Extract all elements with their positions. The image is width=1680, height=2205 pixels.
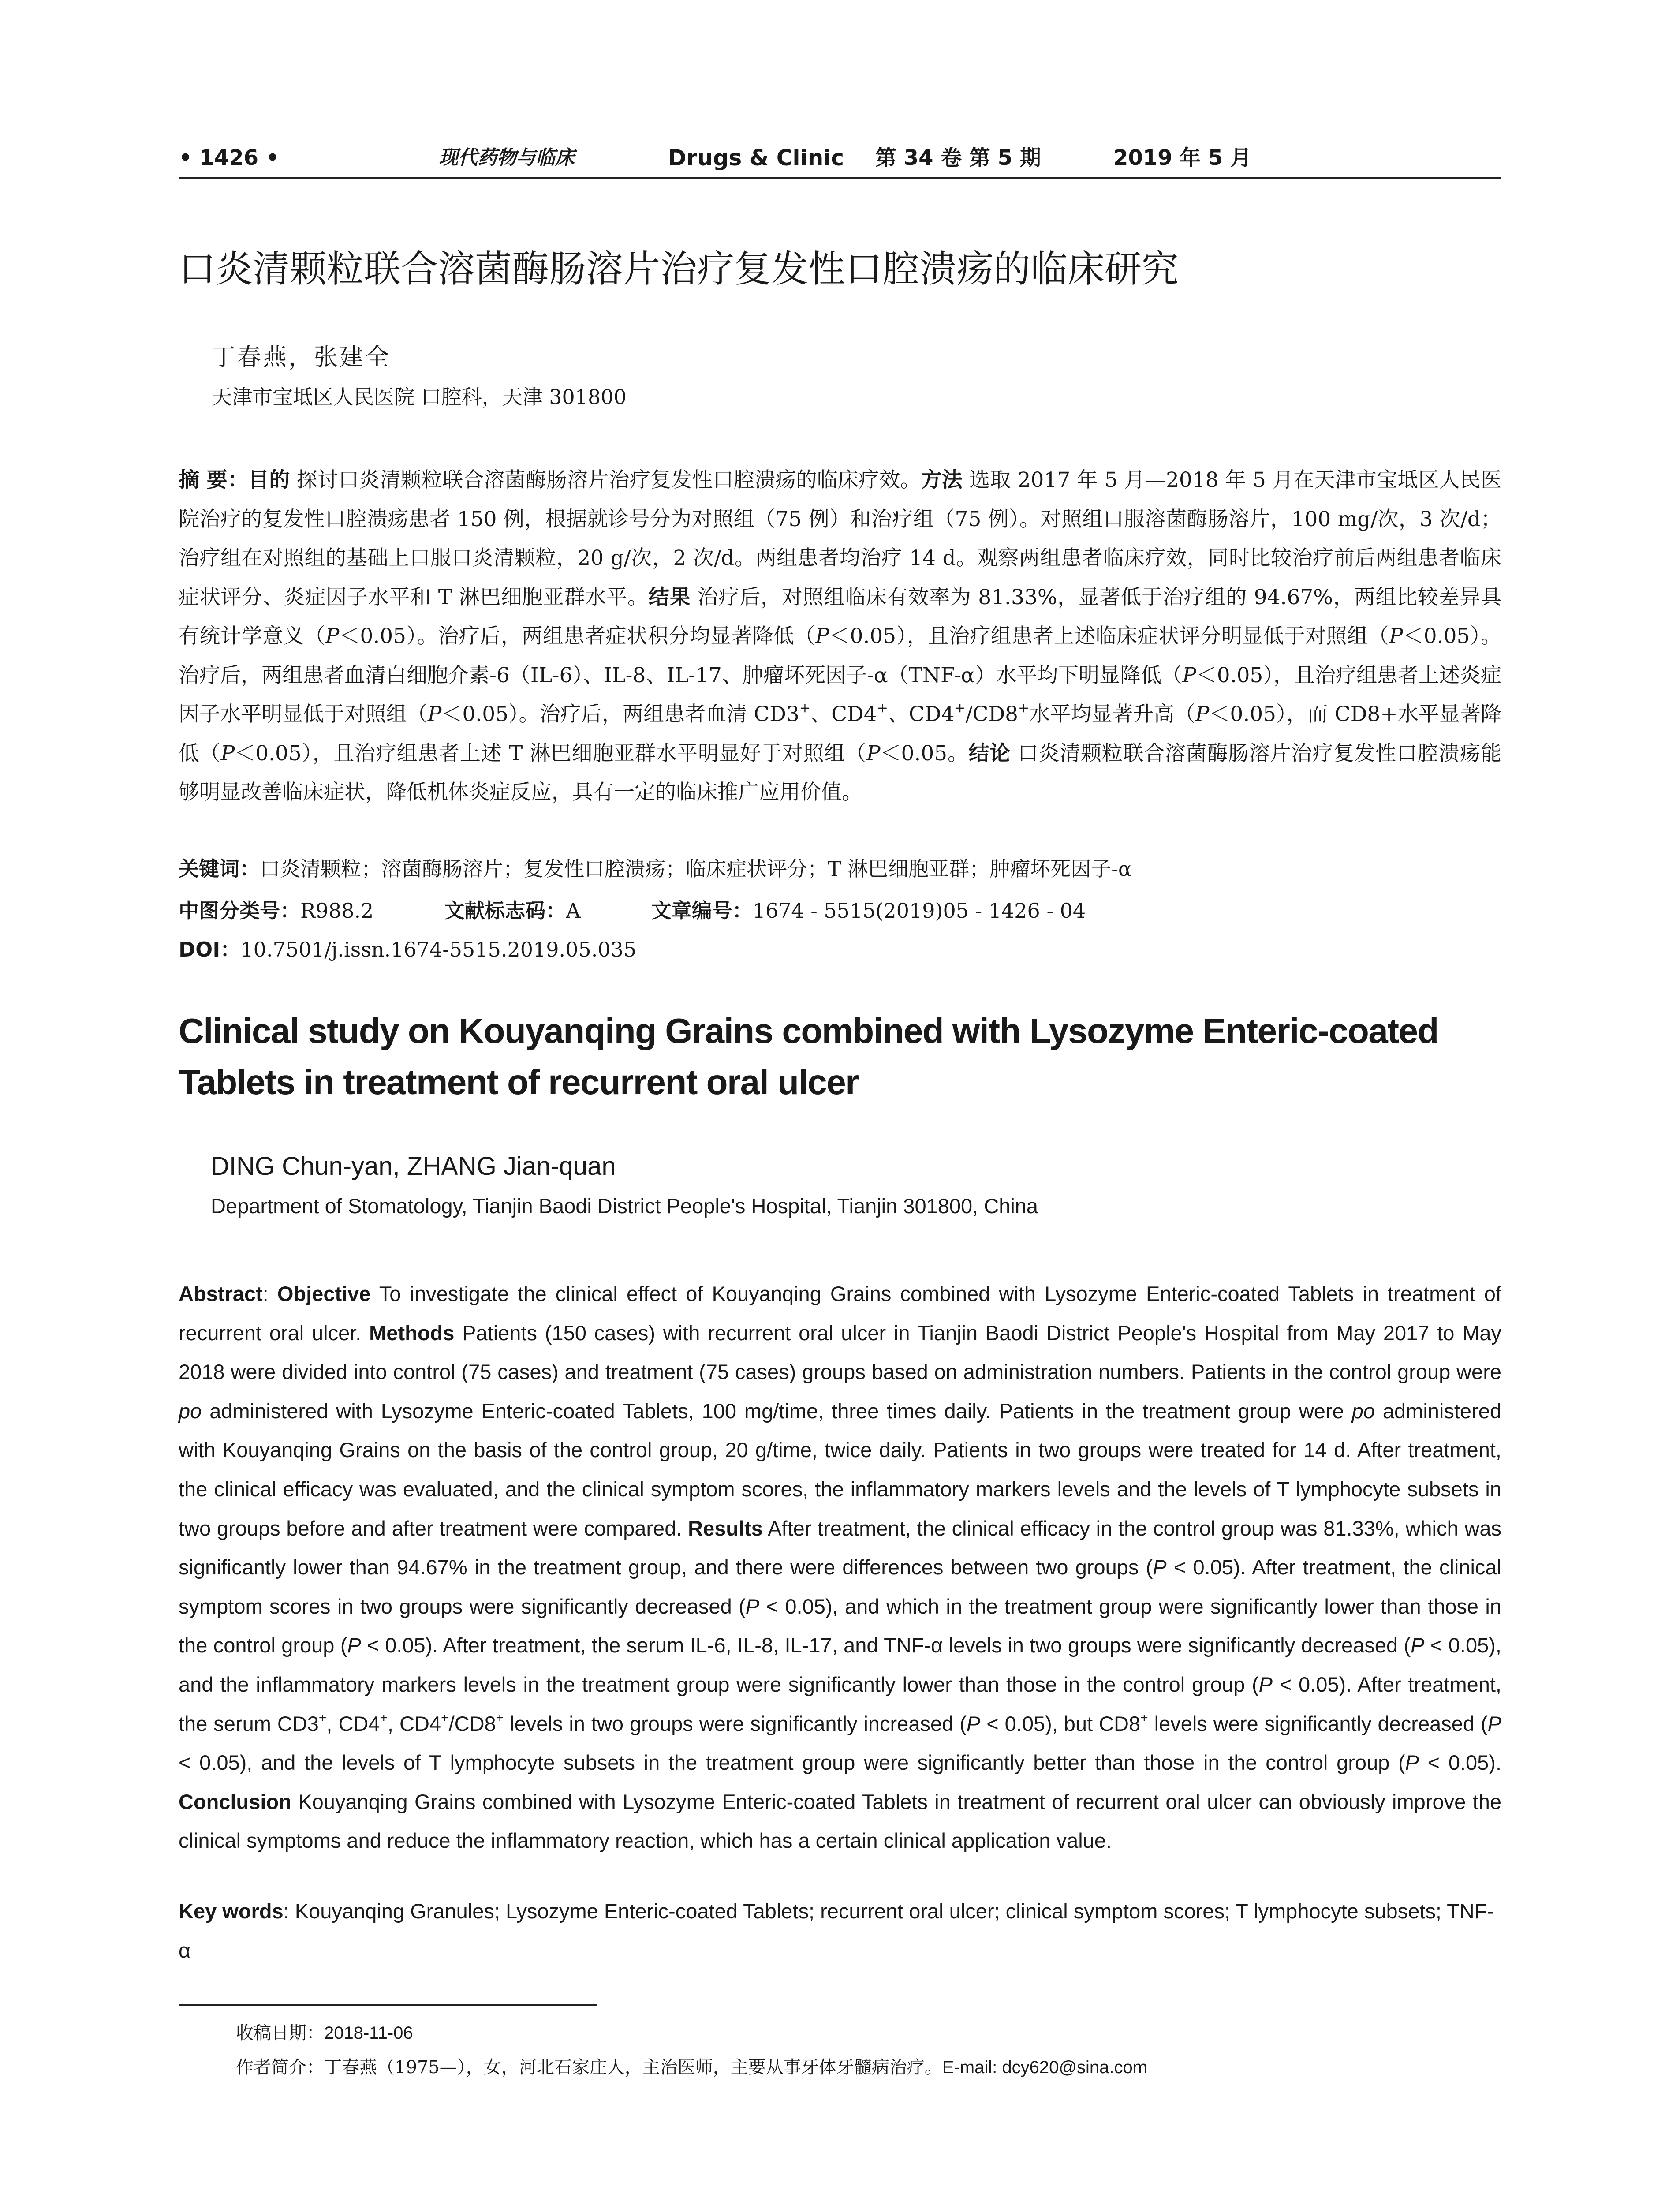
results-cn-text: 、CD4 [810,702,877,726]
received-label: 收稿日期： [236,2023,324,2043]
methods-en-text: administered with Lysozyme Enteric-coated Tablets, 100 mg/time, three times daily. Patients in the treatment group were [202,1399,1352,1423]
keywords-en-label: Key words [179,1899,284,1923]
results-en-text: < 0.05). After treatment, the clinical symptom scores in two groups were significantly decreased ( [179,1555,1501,1618]
keywords-cn-label: 关键词： [179,857,260,881]
results-cn-text: ＜0.05）。治疗后，两组患者血清 CD3 [441,702,799,726]
p-value-symbol: P [745,1594,760,1618]
results-en-text: , CD4 [388,1712,441,1735]
objective-en-label: Objective [277,1282,371,1305]
superscript-plus: + [496,1710,504,1725]
results-cn-text: ＜0.05），且治疗组患者上述 T 淋巴细胞亚群水平明显好于对照组（ [235,741,866,766]
abstract-en-label: Abstract [179,1282,263,1305]
results-cn-text: 治疗后，对照组临床有效率为 81.33%，显著低于治疗组的 94.67%，两组比较差异具有统计学意义（ [179,585,1502,648]
doc-code-label: 文献标志码： [444,899,566,923]
superscript-plus: + [380,1710,388,1725]
superscript-plus: + [441,1710,449,1725]
keywords-en-text: : Kouyanqing Granules; Lysozyme Enteric-coated Tablets; recurrent oral ulcer; clinical symptom scores; T lymphocyte subsets; TNF-α [179,1899,1494,1962]
results-cn-text: 水平均显著升高（ [1029,702,1195,726]
doi-link[interactable]: 10.7501/j.issn.1674-5515.2019.05.035 [240,938,637,961]
abstract-cn-label: 摘 要： [179,468,249,492]
results-cn-text: /CD8 [965,702,1019,726]
results-cn-label: 结果 [648,585,691,609]
header-rule [179,177,1501,179]
title-cn: 口炎清颗粒联合溶菌酶肠溶片治疗复发性口腔溃疡的临床研究 [179,247,1179,291]
p-value-symbol: P [1195,702,1210,726]
po-term: po [1351,1399,1375,1423]
methods-cn-label: 方法 [921,468,963,492]
journal-name-cn: 现代药物与临床 [439,146,575,169]
keywords-en [179,1892,1501,1970]
title-en: Clinical study on Kouyanqing Grains combined with Lysozyme Enteric-coated Tablets in treatment of recurrent oral ulcer [179,1011,1438,1102]
doc-code-value: A [566,899,581,923]
footnote-received [236,2020,413,2046]
p-value-symbol: P [1411,1633,1425,1657]
affiliation-cn: 天津市宝坻区人民医院 口腔科，天津 301800 [212,385,627,409]
conclusion-cn-label: 结论 [968,741,1011,766]
results-en-text: < 0.05), and which in the treatment group were significantly lower than those in the control group ( [179,1594,1501,1657]
superscript-plus: + [1018,700,1030,716]
results-en-text: < 0.05), but CD8 [980,1712,1141,1735]
authors-cn: 丁春燕，张建全 [212,343,391,371]
bio-label: 作者简介： [236,2057,324,2078]
affiliation-en: Department of Stomatology, Tianjin Baodi District People's Hospital, Tianjin 301800, China [211,1194,1038,1218]
results-en-text: /CD8 [448,1712,496,1735]
doi-label: DOI： [179,938,241,961]
methods-en-text: administered with Kouyanqing Grains on the basis of the control group, 20 g/time, twice daily. Patients in two groups were treated for 14 d. After treatment, the clinical efficacy was evaluated, and the clinical symptom scores, the inflammatory markers levels and the levels of T lymphocyte subsets in two groups before and after treatment were compared. [179,1399,1501,1540]
abstract-en-colon: : [262,1282,277,1305]
methods-cn-text: 选取 2017 年 5 月—2018 年 5 月在天津市宝坻区人民医院治疗的复发性口腔溃疡患者 150 例，根据就诊号分为对照组（75 例）和治疗组（75 例）。对照组口服溶菌酶肠溶片，100 mg/次，3 次/d；治疗组在对照组的基础上口服口炎清颗粒，20 g/次，2 次/d。两组患者均治疗 14 d。观察两组患者临床疗效，同时比较治疗前后两组患者临床症状评分、炎症因子水平和 T 淋巴细胞亚群水平。 [179,468,1502,609]
footnote-author-bio [236,2054,1147,2081]
results-en-text: After treatment, the clinical efficacy in the control group was 81.33%, which was significantly lower than 94.67% in the treatment group, and there were differences between two groups ( [179,1516,1501,1579]
running-header [179,140,1501,176]
results-en-text: < 0.05), and the inflammatory markers levels in the treatment group were significantly lower than those in the control group ( [179,1633,1501,1696]
p-value-symbol: P [1389,624,1403,648]
po-term: po [179,1399,202,1423]
p-value-symbol: P [220,741,235,766]
conclusion-en-label: Conclusion [179,1790,291,1813]
received-date: 2018-11-06 [324,2023,413,2043]
article-no-label: 文章编号： [651,899,753,923]
keywords-cn-text: 口炎清颗粒；溶菌酶肠溶片；复发性口腔溃疡；临床症状评分；T 淋巴细胞亚群；肿瘤坏死因子-α [260,857,1132,881]
page-number: • 1426 • [179,146,280,170]
objective-en-text: To investigate the clinical effect of Kouyanqing Grains combined with Lysozyme Enteric-coated Tablets in treatment of recurrent oral ulcer. [179,1282,1501,1345]
issue-date: 2019 年 5 月 [1113,146,1252,170]
keywords-cn [179,853,1132,884]
clc-label: 中图分类号： [179,899,300,923]
methods-en-label: Methods [369,1321,455,1345]
objective-cn-label: 目的 [248,468,290,492]
results-cn-text: ＜0.05），而 CD8+水平显著降低（ [179,702,1502,766]
results-en-text: levels in two groups were significantly increased ( [504,1712,967,1735]
results-cn-text: ＜0.05）。治疗后，两组患者血清白细胞介素-6（IL-6）、IL-8、IL-17、肿瘤坏死因子-α（TNF-α）水平均下明显降低（ [179,624,1502,688]
p-value-symbol: P [866,741,881,766]
classification-line [179,895,1086,926]
article-no-value: 1674 - 5515(2019)05 - 1426 - 04 [752,899,1086,923]
footnote-rule [179,2004,597,2006]
results-en-text: < 0.05), and the levels of T lymphocyte subsets in the treatment group were significantly better than those in the control group ( [179,1751,1405,1775]
results-en-text: < 0.05). After treatment, the serum CD3 [179,1672,1501,1735]
superscript-plus: + [799,700,811,716]
p-value-symbol: P [1487,1712,1501,1735]
p-value-symbol: P [1405,1751,1419,1775]
superscript-plus: + [1140,1710,1148,1725]
conclusion-en-text: Kouyanqing Grains combined with Lysozyme Enteric-coated Tablets in treatment of recurrent oral ulcer can obviously improve the clinical symptoms and reduce the inflammatory reaction, which has a certain clinical application value. [179,1790,1501,1853]
results-en-text: levels were significantly decreased ( [1148,1712,1488,1735]
results-cn-text: ＜0.05。 [880,741,969,766]
authors-en: DING Chun-yan, ZHANG Jian-quan [211,1152,616,1181]
p-value-symbol: P [966,1712,981,1735]
p-value-symbol: P [347,1633,361,1657]
superscript-plus: + [318,1710,327,1725]
p-value-symbol: P [1182,663,1196,688]
volume-issue: 第 34 卷 第 5 期 [875,146,1041,170]
results-cn-text: ＜0.05），且治疗组患者上述临床症状评分明显低于对照组（ [829,624,1389,648]
superscript-plus: + [954,700,966,716]
results-en-text: , CD4 [326,1712,380,1735]
doi-line [179,934,636,965]
p-value-symbol: P [427,702,442,726]
results-en-text: < 0.05). [1419,1751,1502,1775]
p-value-symbol: P [325,624,340,648]
p-value-symbol: P [1258,1672,1273,1696]
results-cn-text: ＜0.05），且治疗组患者上述炎症因子水平明显低于对照组（ [179,663,1501,726]
abstract-en [179,1274,1501,1861]
results-cn-text: 、CD4 [888,702,955,726]
methods-en-text: Patients (150 cases) with recurrent oral ulcer in Tianjin Baodi District People's Hospital from May 2017 to May 2018 were divided into control (75 cases) and treatment (75 cases) groups based on administration numbers. Patients in the control group were [179,1321,1502,1384]
p-value-symbol: P [1153,1555,1167,1579]
author-email[interactable]: E-mail: dcy620@sina.com [942,2058,1148,2077]
p-value-symbol: P [815,624,829,648]
journal-name-en: Drugs & Clinic [668,145,844,171]
clc-value: R988.2 [300,899,374,923]
results-en-text: < 0.05). After treatment, the serum IL-6, IL-8, IL-17, and TNF-α levels in two groups were significantly decreased ( [361,1633,1411,1657]
results-cn-text: ＜0.05）。治疗后，两组患者症状积分均显著降低（ [339,624,815,648]
bio-text: 丁春燕（1975—），女，河北石家庄人，主治医师，主要从事牙体牙髓病治疗。 [324,2057,942,2078]
abstract-cn [179,461,1501,812]
superscript-plus: + [877,700,888,716]
objective-cn-text: 探讨口炎清颗粒联合溶菌酶肠溶片治疗复发性口腔溃疡的临床疗效。 [290,468,921,492]
conclusion-cn-text: 口炎清颗粒联合溶菌酶肠溶片治疗复发性口腔溃疡能够明显改善临床症状，降低机体炎症反应，具有一定的临床推广应用价值。 [179,741,1501,804]
results-en-label: Results [688,1516,763,1540]
